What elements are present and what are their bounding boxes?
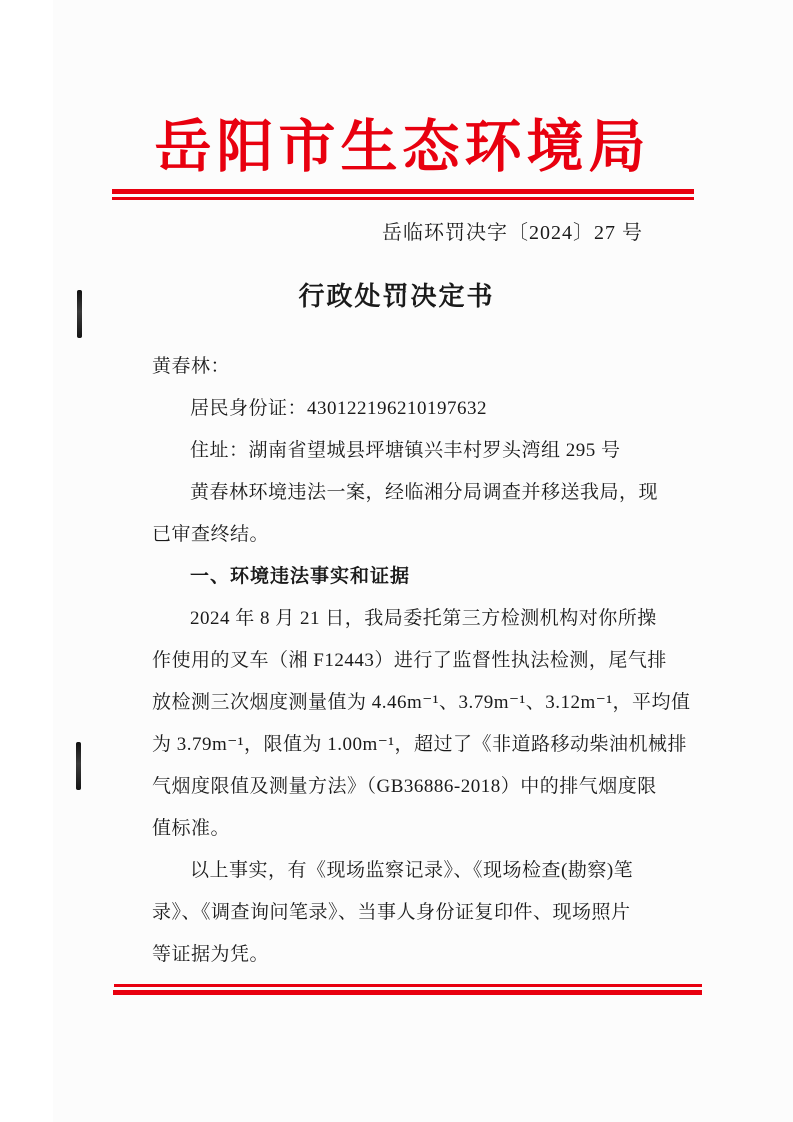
body-line-addressee: 黄春林： — [152, 356, 231, 377]
header-rule-thin — [112, 197, 694, 200]
body-line-facts-4: 为 3.79m⁻¹，限值为 1.00m⁻¹，超过了《非道路移动柴油机械排 — [152, 734, 688, 755]
footer-rule-thick — [113, 990, 702, 995]
body-line-facts-2: 作使用的叉车（湘 F12443）进行了监督性执法检测，尾气排 — [152, 650, 667, 671]
body-line-facts-5: 气烟度限值及测量方法》（GB36886-2018）中的排气烟度限 — [152, 776, 657, 797]
section-heading-facts: 一、环境违法事实和证据 — [190, 566, 411, 587]
document-title: 行政处罚决定书 — [298, 282, 495, 311]
body-line-facts-6: 值标准。 — [152, 818, 231, 839]
agency-header: 岳阳市生态环境局 — [154, 116, 651, 179]
body-line-facts-3: 放检测三次烟度测量值为 4.46m⁻¹、3.79m⁻¹、3.12m⁻¹，平均值 — [152, 692, 691, 713]
footer-rule-thin — [114, 984, 702, 987]
header-rule-thick — [112, 189, 694, 194]
scan-artifact-mark — [77, 290, 82, 338]
document-number: 岳临环罚决字〔2024〕27 号 — [382, 222, 643, 244]
body-line-evidence-1: 以上事实，有《现场监察记录》、《现场检查(勘察)笔 — [190, 860, 634, 881]
body-line-address: 住址：湖南省望城县坪塘镇兴丰村罗头湾组 295 号 — [190, 440, 621, 461]
scan-artifact-mark — [76, 742, 81, 790]
body-line-evidence-3: 等证据为凭。 — [152, 944, 270, 965]
body-line-facts-1: 2024 年 8 月 21 日，我局委托第三方检测机构对你所操 — [190, 608, 657, 629]
body-line-case-intro-2: 已审查终结。 — [152, 524, 270, 545]
body-line-id-number: 居民身份证：430122196210197632 — [190, 398, 488, 419]
body-line-evidence-2: 录》、《调查询问笔录》、当事人身份证复印件、现场照片 — [152, 902, 631, 923]
body-line-case-intro: 黄春林环境违法一案，经临湘分局调查并移送我局，现 — [190, 482, 659, 503]
